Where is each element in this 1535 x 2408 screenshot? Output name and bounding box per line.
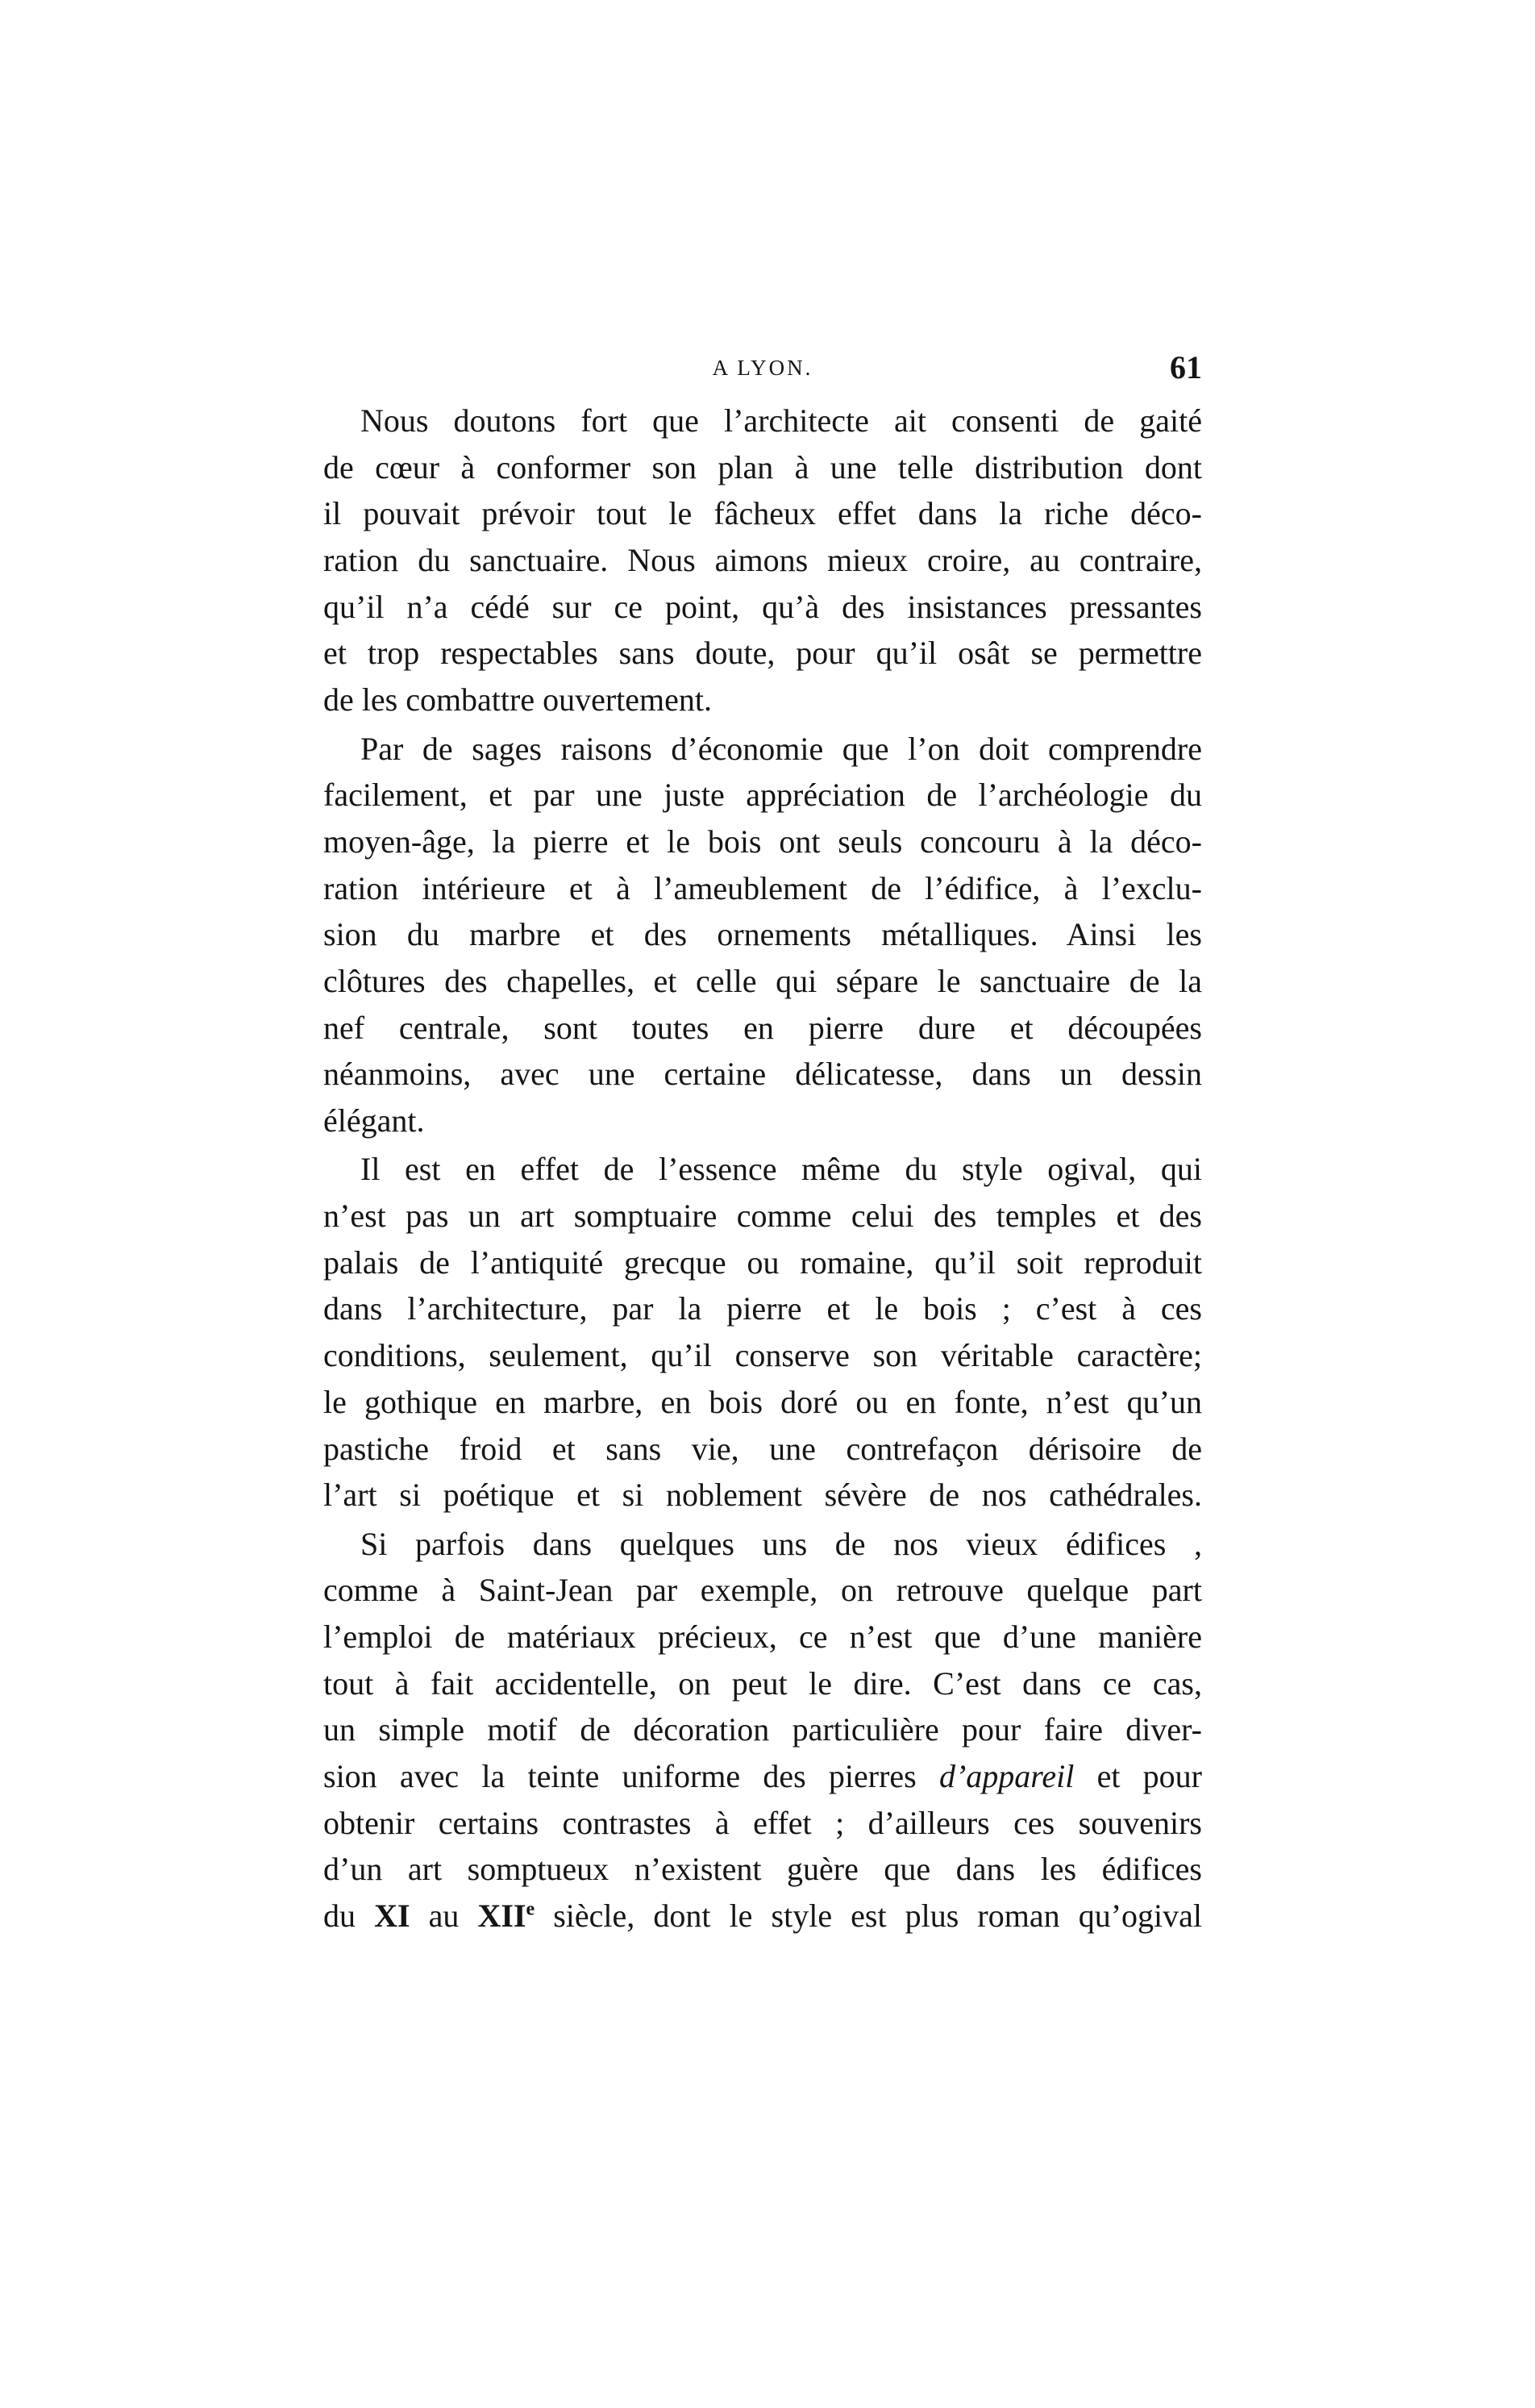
text-line: sion du marbre et des ornements métalliques. Ainsi les (323, 916, 1202, 953)
text-line: de les combattre ouvertement. (323, 681, 713, 719)
paragraph (323, 726, 1202, 1144)
text-line: un simple motif de décoration particulière pour faire diver- (323, 1711, 1202, 1748)
text-segment: au (410, 1898, 478, 1935)
text-line: de cœur à conformer son plan à une telle distribution dont (323, 448, 1202, 485)
text-segment: du (323, 1898, 375, 1935)
text-line: dans l’architecture, par la pierre et le bois ; c’est à ces (323, 1290, 1202, 1327)
text-line: nef centrale, sont toutes en pierre dure et découpées (323, 1009, 1202, 1046)
text-line: Par de sages raisons d’économie que l’on doit comprendre (360, 730, 1202, 767)
text-line: qu’il n’a cédé sur ce point, qu’à des insistances pressantes (323, 588, 1202, 625)
text-line: néanmoins, avec une certaine délicatesse, dans un dessin (323, 1056, 1202, 1093)
text-line: le gothique en marbre, en bois doré ou en fonte, n’est qu’un (323, 1383, 1202, 1420)
page-header (323, 345, 1202, 390)
text-line: Il est en effet de l’essence même du style ogival, qui (360, 1151, 1202, 1188)
text-line: tout à fait accidentelle, on peut le dire. C’est dans ce cas, (323, 1664, 1202, 1702)
running-title: A LYON. (712, 356, 813, 380)
paragraph (323, 1146, 1202, 1519)
text-line: conditions, seulement, qu’il conserve son véritable caractère; (323, 1337, 1202, 1374)
text-segment: siècle, dont le style est plus roman qu’ogival (535, 1898, 1202, 1935)
paragraph (323, 398, 1202, 723)
text-line (323, 1893, 1202, 1939)
text-line: n’est pas un art somptuaire comme celui des temples et des (323, 1198, 1202, 1235)
text-line: élégant. (323, 1102, 425, 1139)
text-line: d’un art somptueux n’existent guère que dans les édifices (323, 1851, 1202, 1888)
italic-term: d’appareil (938, 1758, 1075, 1794)
paragraph (323, 1521, 1202, 1939)
superscript: e (526, 1898, 535, 1920)
text-line: palais de l’antiquité grecque ou romaine, qu’il soit reproduit (323, 1244, 1202, 1281)
text-line: pastiche froid et sans vie, une contrefaçon dérisoire de (323, 1430, 1202, 1467)
roman-numeral: XII (477, 1898, 526, 1935)
text-line: et trop respectables sans doute, pour qu’il osât se permettre (323, 635, 1202, 672)
text-line: il pouvait prévoir tout le fâcheux effet dans la riche déco- (323, 495, 1202, 532)
text-line: Nous doutons fort que l’architecte ait consenti de gaité (360, 402, 1202, 439)
text-segment: sion avec la teinte uniforme des pierres (323, 1758, 939, 1794)
text-line: moyen-âge, la pierre et le bois ont seuls concouru à la déco- (323, 823, 1202, 860)
text-line: Si parfois dans quelques uns de nos vieux édifices , (360, 1525, 1202, 1562)
text-line: l’art si poétique et si noblement sévère de nos cathédrales. (323, 1477, 1202, 1514)
text-segment: et pour (1074, 1758, 1203, 1794)
text-line: clôtures des chapelles, et celle qui sépare le sanctuaire de la (323, 962, 1202, 999)
text-line: facilement, et par une juste appréciation de l’archéologie du (323, 777, 1202, 814)
body-text (323, 398, 1202, 1939)
text-line: ration intérieure et à l’ameublement de l’édifice, à l’exclu- (323, 869, 1202, 906)
text-line: l’emploi de matériaux précieux, ce n’est que d’une manière (323, 1618, 1202, 1655)
roman-numeral: XI (374, 1898, 410, 1935)
text-line: ration du sanctuaire. Nous aimons mieux croire, au contraire, (323, 542, 1202, 579)
text-line (323, 1753, 1202, 1800)
text-line: comme à Saint-Jean par exemple, on retrouve quelque part (323, 1572, 1202, 1609)
text-line: obtenir certains contrastes à effet ; d’ailleurs ces souvenirs (323, 1804, 1202, 1841)
page-number: 61 (1170, 349, 1202, 385)
